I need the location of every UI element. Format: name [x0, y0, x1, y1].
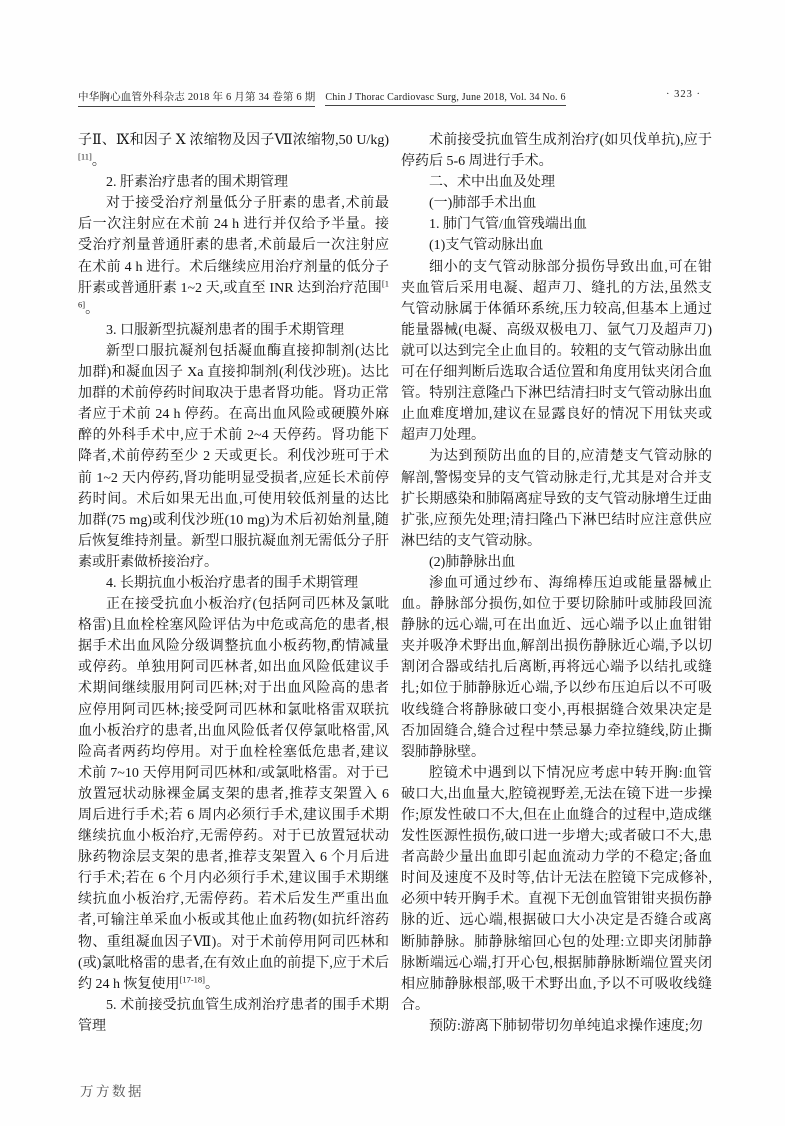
page-header — [78, 89, 715, 107]
body-paragraph: 术前接受抗血管生成剂治疗(如贝伐单抗),应于停药后 5-6 周进行手术。 — [401, 133, 712, 170]
body-paragraph: 对于接受治疗剂量低分子肝素的患者,术前最后一次注射应在术前 24 h 进行并仅给予半量。接受治疗剂量普通肝素的患者,术前最后一次注射应在术前 4 h 进行。术后继续应用治疗剂量的低分子肝素或普通肝素 1~2 天,或直至 INR 达到治疗范围[16]。 — [78, 196, 389, 317]
article-body — [78, 130, 712, 1037]
section-heading: (1)支气管动脉出血 — [429, 238, 544, 254]
body-paragraph: 细小的支气管动脉部分损伤导致出血,可在钳夹血管后采用电凝、超声刀、缝扎的方法,虽然支气管动脉属于体循环系统,压力较高,但基本上通过能量器械(电凝、高级双极电刀、氩气刀及超声刀)就可以达到完全止血目的。较粗的支气管动脉出血可在仔细判断后选取合适位置和角度用钛夹闭合血管。特别注意隆凸下淋巴结清扫时支气管动脉出血止血难度增加,建议在显露良好的情况下用钛夹或超声刀处理。 — [401, 259, 712, 444]
section-heading: 4. 长期抗血小板治疗患者的围手术期管理 — [106, 575, 358, 591]
body-paragraph: 为达到预防出血的目的,应清楚支气管动脉的解剖,警惕变异的支气管动脉走行,尤其是对合并支扩长期感染和肺隔离症导致的支气管动脉增生迂曲扩张,应预先处理;清扫隆凸下淋巴结时应注意供应淋巴结的支气管动脉。 — [401, 449, 712, 549]
citation-superscript: [11] — [78, 151, 92, 162]
body-paragraph: 正在接受抗血小板治疗(包括阿司匹林及氯吡格雷)且血栓栓塞风险评估为中危或高危的患者,根据手术出血风险分级调整抗血小板药物,酌情减量或停药。单独用阿司匹林者,如出血风险低建议手术期间继续服用阿司匹林;对于出血风险高的患者应停用阿司匹林;接受阿司匹林和氯吡格雷双联抗血小板治疗的患者,出血风险低者仅停氯吡格雷,风险高者两药均停用。对于血栓栓塞低危患者,建议术前 7~10 天停用阿司匹林和/或氯吡格雷。对于已放置冠状动脉裸金属支架的患者,推荐支架置入 6 周后进行手术;若 6 周内必须行手术,建议围手术期继续抗血小板治疗,无需停药。对于已放置冠状动脉药物涂层支架的患者,推荐支架置入 6 个月后进行手术;若在 6 个月内必须行手术,建议围手术期继续抗血小板治疗,无需停药。若术后发生严重出血者,可输注单采血小板或其他止血药物(如抗纤溶药物、重组凝血因子Ⅶ)。对于术前停用阿司匹林和(或)氯吡格雷的患者,在有效止血的前提下,应于术后约 24 h 恢复使用[17-18]。 — [78, 597, 389, 992]
page-number: · 323 · — [666, 89, 701, 100]
body-paragraph: 预防:游离下肺韧带切勿单纯追求操作速度;勿 — [429, 1018, 703, 1034]
body-paragraph: 腔镜术中遇到以下情况应考虑中转开胸:血管破口大,出血量大,腔镜视野差,无法在镜下进一步操作;原发性破口不大,但在止血缝合的过程中,造成继发性医源性损伤,破口进一步增大;或者破口不大,患者高龄少量出血即引起血流动力学的不稳定;备血时间及速度不及时等,估计无法在腔镜下完成修补,必须中转开胸手术。直视下无创血管钳钳夹损伤静脉的近、远心端,根据破口大小决定是否缝合或离断肺静脉。肺静脉缩回心包的处理:立即夹闭肺静脉断端远心端,打开心包,根据肺静脉断端位置夹闭相应肺静脉根部,吸干术野出血,予以不可吸收线缝合。 — [401, 765, 712, 1013]
left-column — [78, 130, 389, 1037]
body-paragraph: 子Ⅱ、Ⅸ和因子 Ⅹ 浓缩物及因子Ⅶ浓缩物,50 U/kg)[11]。 — [78, 133, 389, 170]
citation-superscript: [17-18] — [179, 974, 205, 985]
section-heading: (一)肺部手术出血 — [429, 196, 537, 212]
journal-title-chinese: 中华胸心血管外科杂志 2018 年 6 月第 34 卷第 6 期 — [78, 89, 315, 107]
section-heading: 3. 口服新型抗凝剂患者的围手术期管理 — [106, 322, 344, 338]
body-paragraph: 新型口服抗凝剂包括凝血酶直接抑制剂(达比加群)和凝血因子 Xa 直接抑制剂(利伐沙班)。达比加群的术前停药时间取决于患者肾功能。肾功正常者应于术前 24 h 停药。在高出血风险或硬膜外麻醉的外科手术中,应于术前 2~4 天停药。肾功能下降者,术前停药至少 2 天或更长。利伐沙班可于术前 1~2 天内停药,肾功能明显受损者,应延长术前停药时间。术后如果无出血,可使用较低剂量的达比加群(75 mg)或利伐沙班(10 mg)为术后初始剂量,随后恢复维持剂量。新型口服抗凝血剂无需低分子肝素或肝素做桥接治疗。 — [78, 343, 389, 570]
section-heading: 1. 肺门气管/血管残端出血 — [429, 217, 587, 233]
section-heading: 2. 肝素治疗患者的围术期管理 — [106, 175, 288, 191]
body-paragraph: 渗血可通过纱布、海绵棒压迫或能量器械止血。静脉部分损伤,如位于要切除肺叶或肺段回流静脉的远心端,可在出血近、远心端予以止血钳钳夹并吸净术野出血,解剖出损伤静脉近心端,予以切割闭合器或结扎后离断,再将远心端予以结扎或缝扎;如位于肺静脉近心端,予以纱布压迫后以不可吸收线缝合将静脉破口变小,再根据缝合效果决定是否加固缝合,缝合过程中禁忌暴力牵拉缝线,防止撕裂肺静脉壁。 — [401, 575, 712, 760]
right-column — [401, 130, 712, 1037]
section-heading: (2)肺静脉出血 — [429, 554, 516, 570]
journal-title-english: Chin J Thorac Cardiovasc Surg, June 2018, Vol. 34 No. 6 — [325, 92, 565, 106]
wanfang-watermark: 万方数据 — [80, 1084, 144, 1099]
section-heading: 二、术中出血及处理 — [429, 175, 555, 191]
section-heading: 5. 术前接受抗血管生成剂治疗患者的围手术期管理 — [78, 997, 389, 1034]
citation-superscript: [16] — [78, 278, 389, 310]
